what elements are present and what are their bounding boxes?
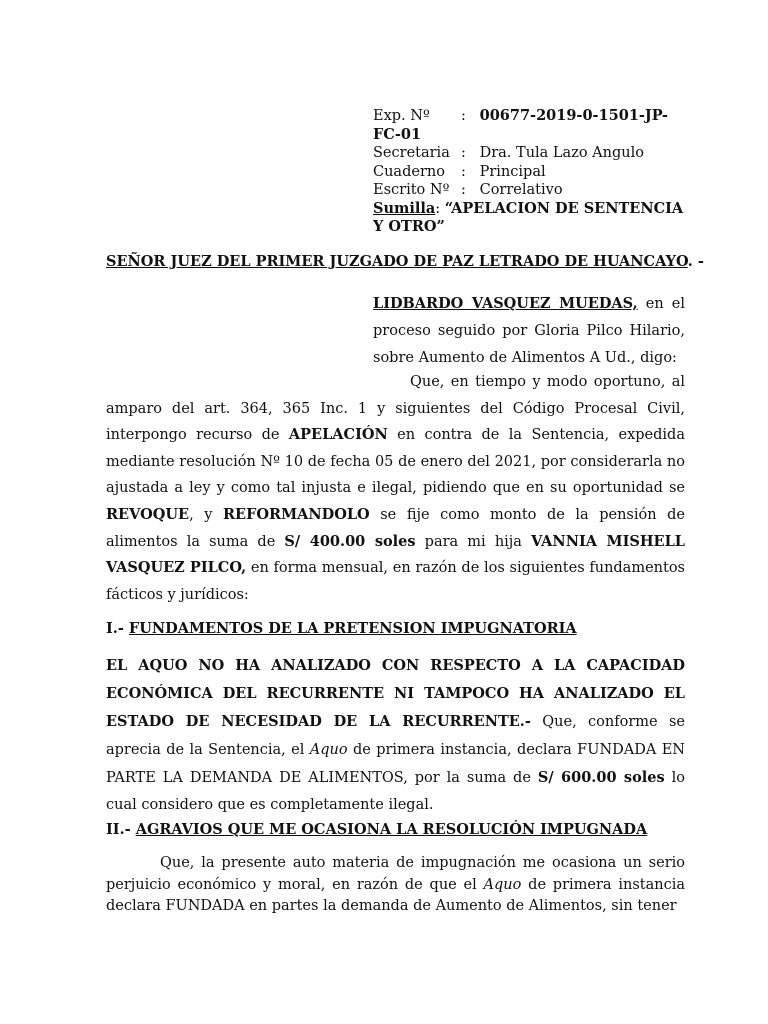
section-1-number: I.- [106,620,124,637]
agravios-text-1: Que, la presente auto materia de impugnación me ocasiona un serio perjuicio económico y moral, en razón de que el [106,855,685,893]
sumilla-label: Sumilla [373,199,436,217]
fundamentos-heading: EL AQUO NO HA ANALIZADO CON RESPECTO A LA CAPACIDAD ECONÓMICA DEL RECURRENTE NI TAMPOCO HA ANALIZADO EL ESTADO DE NECESIDAD DE LA RECURRENTE.- [106,657,685,731]
secretaria-colon: : [461,145,466,161]
fundamentos-text-1: Que, conforme se aprecia de la Sentencia, el [106,714,685,758]
cuaderno-colon: : [461,163,466,180]
exp-colon: : [461,108,466,124]
petitioner-name: LIDBARDO VASQUEZ MUEDAS, [373,295,638,312]
secretaria-value: Dra. Tula Lazo Angulo [479,145,644,161]
appeal-text-1: Que, en tiempo y modo oportuno, al amparo del art. 364, 365 Inc. 1 y siguientes del Código Procesal Civil, interpongo recurso de [106,374,685,444]
revoque-term: REVOQUE [106,505,190,523]
fundamentos-paragraph [106,652,685,819]
reformando-term: REFORMANDOLO [223,505,370,523]
daughter-name: VANNIA MISHELL VASQUEZ PILCO, [106,532,685,577]
secretaria-label: Secretaria [373,145,450,161]
exp-row [373,107,693,144]
exp-label: Exp. Nº [373,108,430,124]
secretaria-row [373,144,693,163]
appeal-text-6: en forma mensual, en razón de los siguientes fundamentos fácticos y jurídicos: [106,560,685,603]
case-header [373,107,693,237]
section-1-title: FUNDAMENTOS DE LA PRETENSION IMPUGNATORIA [128,620,577,637]
appeal-term: APELACIÓN [288,426,388,444]
appeal-text-4: se fije como monto de la pensión de alimentos la suma de [106,506,685,550]
appeal-text [106,369,685,608]
addressee-name: SEÑOR JUEZ DEL PRIMER JUZGADO DE PAZ LETRADO DE HUANCAYO [106,253,688,270]
section-heading-1 [106,620,577,637]
requested-amount: S/ 400.00 soles [284,532,416,550]
aquo-term-2: Aquo [483,876,522,893]
cuaderno-value: Principal [479,163,546,180]
fundamentos-text [106,652,685,819]
section-2-number: II.- [106,821,131,838]
section-2-title: AGRAVIOS QUE ME OCASIONA LA RESOLUCIÓN IMPUGNADA [135,821,648,838]
appeal-text-2: en contra de la Sentencia, expedida mediante resolución Nº 10 de fecha 05 de enero del 2021, por considerarla no ajustada a ley y como tal injusta e ilegal, pidiendo que en su oportunidad se [106,427,685,497]
agravios-text-2: de primera instancia declara FUNDADA en partes la demanda de Aumento de Alimentos, sin tener [106,876,685,914]
fundamentos-text-2: de primera instancia, declara FUNDADA EN PARTE LA DEMANDA DE ALIMENTOS, por la suma de [106,741,685,786]
intro-paragraph [373,290,685,372]
escrito-colon: : [461,182,466,198]
escrito-value: Correlativo [479,182,563,198]
appeal-text-5: para mi hija [415,533,532,550]
appeal-paragraph [106,369,685,608]
intro-text: en el proceso seguido por Gloria Pilco Hilario, sobre Aumento de Alimentos A Ud., digo: [373,296,686,366]
escrito-row [373,181,693,200]
section-heading-2 [106,821,647,838]
agravios-paragraph [106,853,685,918]
addressee-suffix: . - [687,253,704,270]
exp-value: 00677-2019-0-1501-JP-FC-01 [373,107,668,143]
appeal-text-3: , y [189,506,223,523]
sumilla-value: “APELACION DE SENTENCIA Y OTRO” [373,199,684,235]
cuaderno-label: Cuaderno [373,163,445,180]
sumilla-row [373,200,693,237]
cuaderno-row [373,163,693,182]
addressee [106,253,704,270]
sumilla-colon: : [435,200,441,217]
aquo-term: Aquo [309,741,348,758]
fundamentos-text-3: lo cual considero que es completamente ilegal. [106,769,685,814]
escrito-label: Escrito Nº [373,182,450,198]
granted-amount: S/ 600.00 soles [537,768,665,786]
